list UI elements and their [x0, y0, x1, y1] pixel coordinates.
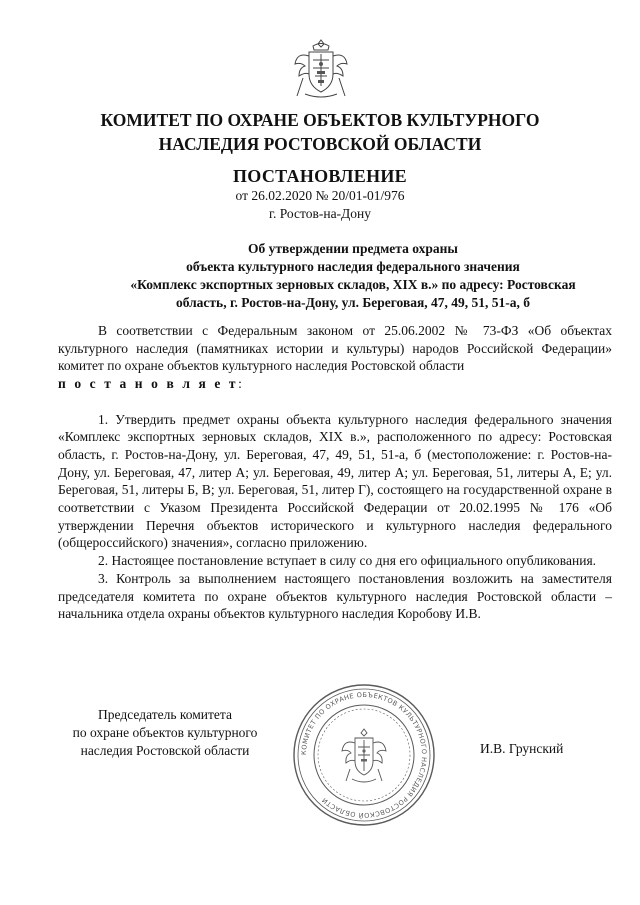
organization-name — [0, 108, 640, 156]
org-line-2: НАСЛЕДИЯ РОСТОВСКОЙ ОБЛАСТИ — [158, 134, 482, 154]
seal-ring-text: КОМИТЕТ ПО ОХРАНЕ ОБЪЕКТОВ КУЛЬТУРНОГО НАСЛЕДИЯ РОСТОВСКОЙ ОБЛАСТИ — [299, 690, 429, 820]
position-line-2: по охране объектов культурного — [72, 725, 258, 740]
preamble-text: В соответствии с Федеральным законом от 25.06.2002 № 73-ФЗ «Об объектах культурного наследия (памятниках истории и культуры) народов Российской Федерации» комитет по охране объектов культурного наследия Ростовской области — [58, 323, 612, 374]
document-body — [58, 322, 612, 623]
resolves-word: п о с т а н о в л я е т — [58, 376, 239, 392]
item-3-paragraph: 3. Контроль за выполнением настоящего постановления возложить на заместителя председателя комитета по охране объектов культурного наследия Ростовской области – начальника отдела охраны объектов культурного наследия Коробову И.В. — [58, 570, 612, 622]
coat-of-arms-icon — [291, 38, 351, 100]
date-number: от 26.02.2020 № 20/01-01/976 — [235, 188, 405, 203]
subject-line-2: объекта культурного наследия федерального значения — [186, 259, 520, 274]
official-seal — [292, 683, 436, 827]
org-line-1: КОМИТЕТ ПО ОХРАНЕ ОБЪЕКТОВ КУЛЬТУРНОГО — [100, 110, 540, 130]
city: г. Ростов-на-Дону — [268, 206, 371, 221]
signatory-position — [58, 706, 272, 760]
seal-emblem-icon — [342, 729, 386, 782]
subject-line-3: «Комплекс экспортных зерновых складов, XIX в.» по адресу: Ростовская — [130, 277, 576, 292]
position-line-3: наследия Ростовской области — [80, 743, 250, 758]
document-subject — [58, 240, 640, 312]
resolves-colon: : — [238, 376, 242, 392]
document-meta — [0, 187, 640, 223]
subject-line-4: область, г. Ростов-на-Дону, ул. Береговая, 47, 49, 51, 51-а, б — [175, 295, 531, 310]
item-1-paragraph: 1. Утвердить предмет охраны объекта культурного наследия федерального значения «Комплекс экспортных зерновых складов, XIX в.», расположенного по адресу: Ростовская область, г. Ростов-на-Дону, ул. Береговая, 47, 49, 51, 51-а, б (местоположение: г. Ростов-на-Дону, ул. Береговая, 47, литер А; ул. Береговая, 49, литер А; ул. Береговая, 51, литеры А, Е; ул. Береговая, 51, литеры Б, В; ул. Береговая, 51, литер Г), состоящего на государственной охране в соответствии с Указом Президента Российской Федерации от 20.02.1995 № 176 «Об утверждении Перечня объектов исторического и культурного наследия федерального (общероссийского) значения», согласно приложению. — [58, 411, 612, 551]
signatory-name: И.В. Грунский — [480, 741, 564, 756]
subject-line-1: Об утверждении предмета охраны — [248, 241, 458, 256]
position-line-1: Председатель комитета — [98, 707, 232, 722]
item-2-paragraph: 2. Настоящее постановление вступает в силу со дня его официального опубликования. — [98, 553, 597, 569]
preamble-paragraph — [58, 322, 612, 393]
document-type: ПОСТАНОВЛЕНИЕ — [233, 166, 407, 186]
